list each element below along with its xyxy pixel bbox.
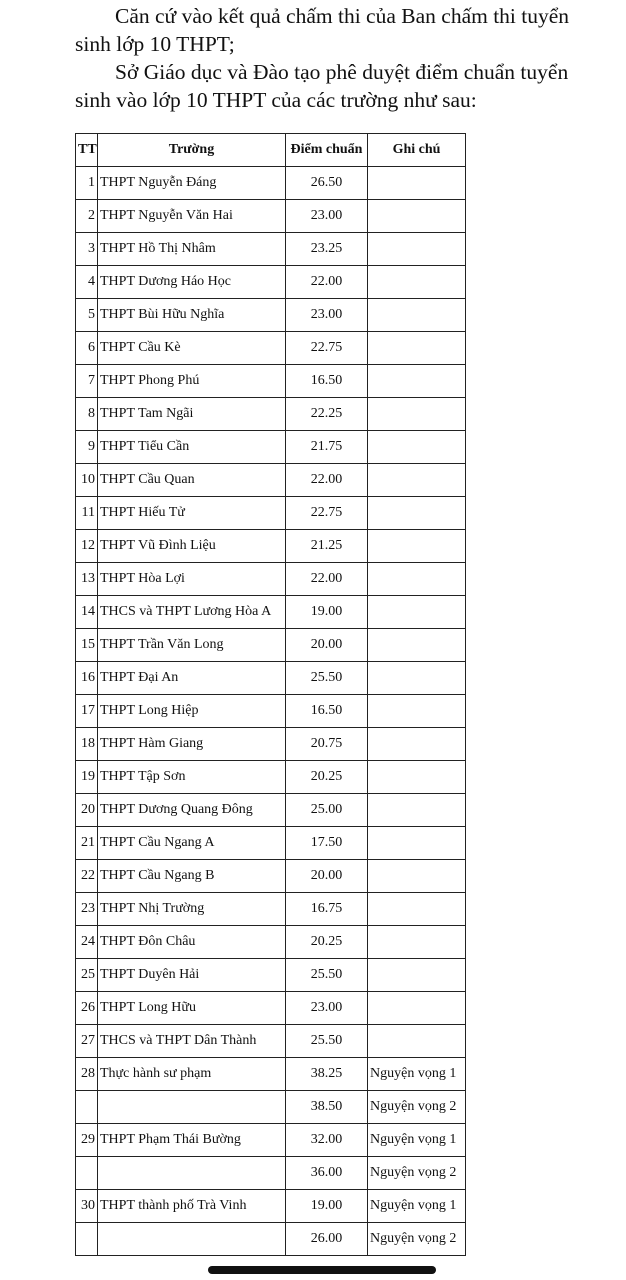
table-row [76, 1157, 466, 1190]
school-name: THPT Nguyễn Đáng [98, 167, 286, 200]
row-number: 17 [76, 695, 98, 728]
note [368, 596, 466, 629]
table-row [76, 794, 466, 827]
school-name: THPT Hiếu Tử [98, 497, 286, 530]
row-number: 5 [76, 299, 98, 332]
header-score: Điểm chuẩn [286, 134, 368, 167]
school-name: THPT Bùi Hữu Nghĩa [98, 299, 286, 332]
row-number: 4 [76, 266, 98, 299]
row-number: 27 [76, 1025, 98, 1058]
school-name: THPT Hàm Giang [98, 728, 286, 761]
cutoff-score: 26.00 [286, 1223, 368, 1256]
table-row [76, 200, 466, 233]
row-number: 11 [76, 497, 98, 530]
school-name: THPT Phạm Thái Bường [98, 1124, 286, 1157]
note: Nguyện vọng 1 [368, 1058, 466, 1091]
note [368, 860, 466, 893]
school-name: THPT Long Hiệp [98, 695, 286, 728]
row-number: 13 [76, 563, 98, 596]
school-name [98, 1157, 286, 1190]
row-number: 8 [76, 398, 98, 431]
note [368, 761, 466, 794]
table-row [76, 266, 466, 299]
table-row [76, 233, 466, 266]
intro-paragraph-1-cont [0, 30, 626, 58]
cutoff-score: 19.00 [286, 1190, 368, 1223]
school-name: THPT Hồ Thị Nhâm [98, 233, 286, 266]
table-row [76, 332, 466, 365]
row-number: 14 [76, 596, 98, 629]
cutoff-score: 21.75 [286, 431, 368, 464]
table-row [76, 695, 466, 728]
table-row [76, 992, 466, 1025]
school-name: THCS và THPT Dân Thành [98, 1025, 286, 1058]
note [368, 629, 466, 662]
note [368, 728, 466, 761]
table-row [76, 1223, 466, 1256]
note [368, 431, 466, 464]
table-row [76, 926, 466, 959]
row-number [76, 1157, 98, 1190]
row-number: 3 [76, 233, 98, 266]
school-name: THPT Phong Phú [98, 365, 286, 398]
school-name: THPT Tam Ngãi [98, 398, 286, 431]
intro-text [0, 0, 626, 114]
school-name: THPT thành phố Trà Vinh [98, 1190, 286, 1223]
school-name: Thực hành sư phạm [98, 1058, 286, 1091]
admission-scores-table [75, 133, 466, 1256]
cutoff-score: 16.50 [286, 365, 368, 398]
table-row [76, 1058, 466, 1091]
row-number: 24 [76, 926, 98, 959]
note [368, 827, 466, 860]
header-school: Trường [98, 134, 286, 167]
note: Nguyện vọng 2 [368, 1091, 466, 1124]
row-number: 1 [76, 167, 98, 200]
row-number: 7 [76, 365, 98, 398]
intro-line: sinh vào lớp 10 THPT của các trường như sau: [75, 88, 477, 112]
intro-paragraph-2 [0, 58, 626, 86]
cutoff-score: 32.00 [286, 1124, 368, 1157]
note [368, 497, 466, 530]
cutoff-score: 23.00 [286, 200, 368, 233]
cutoff-score: 25.00 [286, 794, 368, 827]
school-name: THPT Dương Háo Học [98, 266, 286, 299]
table-row [76, 1025, 466, 1058]
school-name: THPT Cầu Ngang A [98, 827, 286, 860]
table-row [76, 596, 466, 629]
note [368, 365, 466, 398]
cutoff-score: 20.25 [286, 926, 368, 959]
school-name: THPT Trần Văn Long [98, 629, 286, 662]
cutoff-score: 23.00 [286, 299, 368, 332]
header-note: Ghi chú [368, 134, 466, 167]
row-number: 22 [76, 860, 98, 893]
home-indicator[interactable] [208, 1266, 436, 1274]
cutoff-score: 22.25 [286, 398, 368, 431]
cutoff-score: 26.50 [286, 167, 368, 200]
row-number: 20 [76, 794, 98, 827]
table-row [76, 860, 466, 893]
note [368, 1025, 466, 1058]
table-row [76, 893, 466, 926]
school-name: THPT Tập Sơn [98, 761, 286, 794]
note [368, 398, 466, 431]
school-name: THCS và THPT Lương Hòa A [98, 596, 286, 629]
table-row [76, 398, 466, 431]
cutoff-score: 23.00 [286, 992, 368, 1025]
row-number: 23 [76, 893, 98, 926]
intro-line: sinh lớp 10 THPT; [75, 32, 235, 56]
note [368, 563, 466, 596]
row-number: 12 [76, 530, 98, 563]
note [368, 530, 466, 563]
cutoff-score: 20.00 [286, 629, 368, 662]
note [368, 464, 466, 497]
cutoff-score: 22.00 [286, 563, 368, 596]
row-number: 18 [76, 728, 98, 761]
school-name: THPT Duyên Hải [98, 959, 286, 992]
cutoff-score: 23.25 [286, 233, 368, 266]
cutoff-score: 25.50 [286, 662, 368, 695]
note: Nguyện vọng 1 [368, 1190, 466, 1223]
table-row [76, 497, 466, 530]
school-name: THPT Long Hữu [98, 992, 286, 1025]
table-row [76, 431, 466, 464]
row-number: 28 [76, 1058, 98, 1091]
note [368, 959, 466, 992]
row-number [76, 1223, 98, 1256]
table-row [76, 167, 466, 200]
school-name: THPT Tiểu Cần [98, 431, 286, 464]
table-row [76, 1091, 466, 1124]
cutoff-score: 22.00 [286, 266, 368, 299]
cutoff-score: 38.50 [286, 1091, 368, 1124]
header-tt: TT [76, 134, 98, 167]
table-row [76, 662, 466, 695]
school-name: THPT Cầu Quan [98, 464, 286, 497]
school-name: THPT Cầu Kè [98, 332, 286, 365]
school-name [98, 1091, 286, 1124]
table-row [76, 365, 466, 398]
cutoff-score: 19.00 [286, 596, 368, 629]
cutoff-score: 36.00 [286, 1157, 368, 1190]
cutoff-score: 38.25 [286, 1058, 368, 1091]
school-name: THPT Vũ Đình Liệu [98, 530, 286, 563]
school-name: THPT Nhị Trường [98, 893, 286, 926]
row-number: 29 [76, 1124, 98, 1157]
note: Nguyện vọng 2 [368, 1157, 466, 1190]
row-number: 15 [76, 629, 98, 662]
note [368, 695, 466, 728]
table-row [76, 629, 466, 662]
row-number [76, 1091, 98, 1124]
note [368, 299, 466, 332]
cutoff-score: 16.50 [286, 695, 368, 728]
row-number: 25 [76, 959, 98, 992]
table-row [76, 563, 466, 596]
row-number: 2 [76, 200, 98, 233]
cutoff-score: 20.00 [286, 860, 368, 893]
note [368, 266, 466, 299]
table-row [76, 1124, 466, 1157]
table-row [76, 464, 466, 497]
note [368, 893, 466, 926]
cutoff-score: 22.00 [286, 464, 368, 497]
note: Nguyện vọng 1 [368, 1124, 466, 1157]
table-row [76, 827, 466, 860]
note [368, 200, 466, 233]
intro-paragraph-1 [0, 0, 626, 30]
school-name [98, 1223, 286, 1256]
row-number: 21 [76, 827, 98, 860]
intro-paragraph-2-cont [0, 86, 626, 114]
school-name: THPT Dương Quang Đông [98, 794, 286, 827]
school-name: THPT Đôn Châu [98, 926, 286, 959]
note: Nguyện vọng 2 [368, 1223, 466, 1256]
cutoff-score: 21.25 [286, 530, 368, 563]
note [368, 662, 466, 695]
row-number: 6 [76, 332, 98, 365]
note [368, 926, 466, 959]
row-number: 9 [76, 431, 98, 464]
note [368, 233, 466, 266]
school-name: THPT Đại An [98, 662, 286, 695]
note [368, 992, 466, 1025]
table-row [76, 299, 466, 332]
cutoff-score: 16.75 [286, 893, 368, 926]
row-number: 30 [76, 1190, 98, 1223]
row-number: 26 [76, 992, 98, 1025]
note [368, 794, 466, 827]
school-name: THPT Cầu Ngang B [98, 860, 286, 893]
cutoff-score: 22.75 [286, 332, 368, 365]
note [368, 167, 466, 200]
cutoff-score: 17.50 [286, 827, 368, 860]
school-name: THPT Hòa Lợi [98, 563, 286, 596]
school-name: THPT Nguyễn Văn Hai [98, 200, 286, 233]
row-number: 16 [76, 662, 98, 695]
table-body [76, 167, 466, 1256]
intro-line: Căn cứ vào kết quả chấm thi của Ban chấm thi tuyển [115, 4, 570, 28]
intro-line: Sở Giáo dục và Đào tạo phê duyệt điểm chuẩn tuyển [115, 60, 569, 84]
row-number: 19 [76, 761, 98, 794]
table-row [76, 530, 466, 563]
cutoff-score: 22.75 [286, 497, 368, 530]
cutoff-score: 20.25 [286, 761, 368, 794]
table-row [76, 728, 466, 761]
table-row [76, 761, 466, 794]
table-header-row [76, 134, 466, 167]
row-number: 10 [76, 464, 98, 497]
note [368, 332, 466, 365]
cutoff-score: 25.50 [286, 1025, 368, 1058]
table-row [76, 1190, 466, 1223]
cutoff-score: 20.75 [286, 728, 368, 761]
table-row [76, 959, 466, 992]
cutoff-score: 25.50 [286, 959, 368, 992]
